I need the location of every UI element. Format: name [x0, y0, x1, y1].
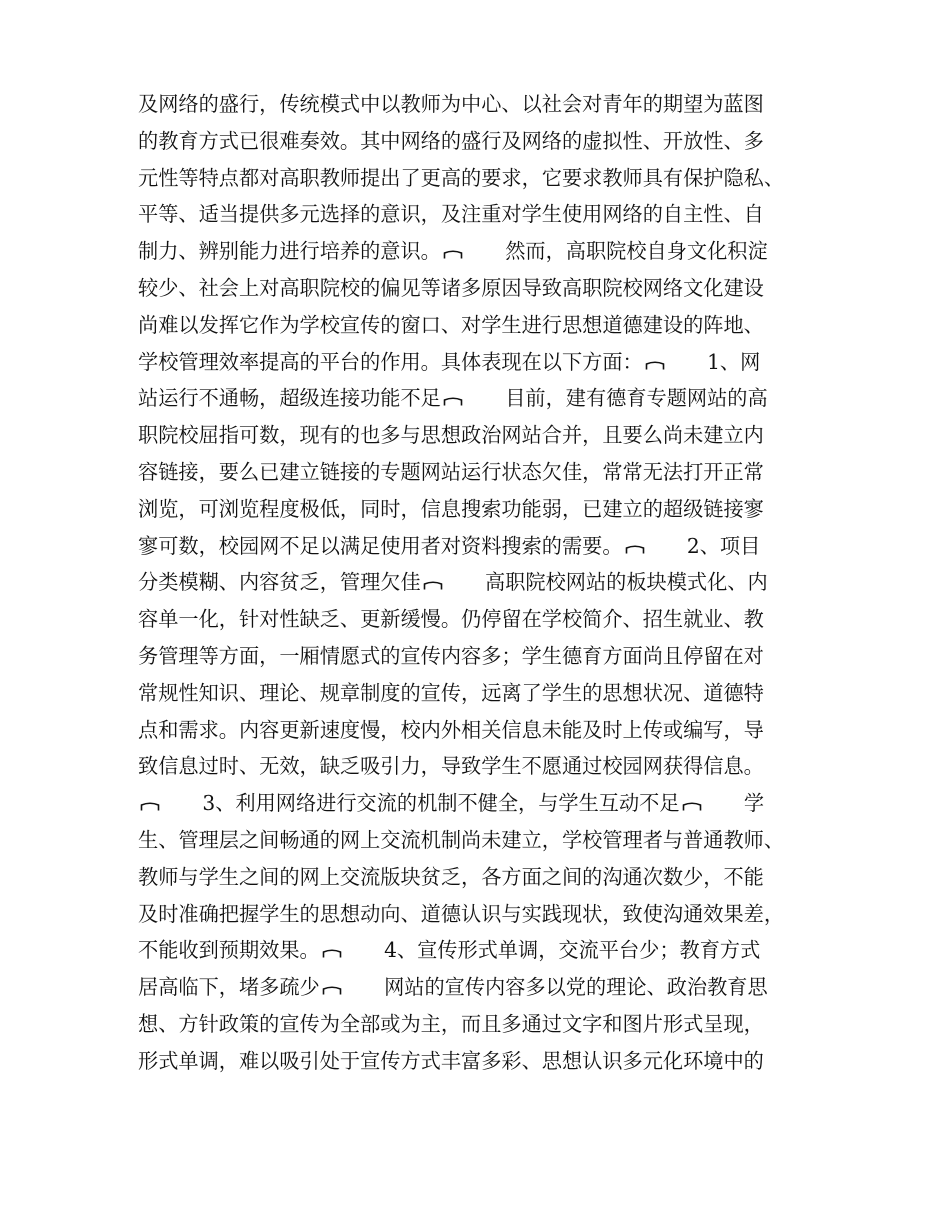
text-line — [138, 748, 838, 785]
text-line — [138, 969, 838, 1006]
text-segment: 教师与学生之间的网上交流版块贫乏，各方面之间的沟通次数少，不能 — [138, 864, 764, 889]
text-segment: 生、管理层之间畅通的网上交流机制尚未建立，学校管理者与普通教师、 — [138, 827, 785, 852]
text-segment: 点和需求。内容更新速度慢，校内外相关信息未能及时上传或编写，导 — [138, 717, 764, 742]
text-segment: 寥可数，校园网不足以满足使用者对资料搜索的需要。 — [138, 533, 623, 558]
text-line — [138, 307, 838, 344]
text-segment: 平等、适当提供多元选择的意识，及注重对学生使用网络的自主性、自 — [138, 202, 764, 227]
body-text — [138, 86, 838, 1080]
text-line — [138, 528, 838, 565]
text-segment: 较少、社会上对高职院校的偏见等诸多原因导致高职院校网络文化建设 — [138, 275, 764, 300]
text-segment: 致信息过时、无效，缺乏吸引力，导致学生不愿通过校园网获得信息。 — [138, 754, 764, 779]
text-line — [138, 859, 838, 896]
text-segment: 务管理等方面，一厢情愿式的宣传内容多；学生德育方面尚且停留在对 — [138, 643, 764, 668]
text-segment: 容链接，要么已建立链接的专题网站运行状态欠佳，常常无法打开正常 — [138, 459, 764, 484]
text-line — [138, 564, 838, 601]
text-segment: 形式单调，难以吸引处于宣传方式丰富多彩、思想认识多元化环境中的 — [138, 1048, 764, 1073]
text-segment: 然而，高职院校自身文化积淀 — [464, 239, 768, 264]
text-segment: 制力、辨别能力进行培养的意识。 — [138, 239, 441, 264]
text-segment: 1、网 — [666, 349, 761, 374]
text-line — [138, 601, 838, 638]
text-segment: 容单一化，针对性缺乏、更新缓慢。仍停留在学校简介、招生就业、教 — [138, 607, 764, 632]
text-line — [138, 270, 838, 307]
text-segment: 及时准确把握学生的思想动向、道德认识与实践现状，致使沟通效果差， — [138, 901, 785, 926]
text-segment: 尚难以发挥它作为学校宣传的窗口、对学生进行思想道德建设的阵地、 — [138, 312, 764, 337]
text-line — [138, 896, 838, 933]
text-line — [138, 233, 838, 270]
text-line — [138, 675, 838, 712]
text-segment: 分类模糊、内容贫乏，管理欠佳 — [138, 570, 421, 595]
text-segment: 站运行不通畅，超级连接功能不足 — [138, 386, 441, 411]
text-line — [138, 1043, 838, 1080]
paragraph-mark-icon — [625, 545, 645, 554]
text-line — [138, 160, 838, 197]
text-line — [138, 785, 838, 822]
text-line — [138, 86, 838, 123]
text-segment: 不能收到预期效果。 — [138, 938, 320, 963]
paragraph-mark-icon — [322, 949, 342, 958]
paragraph-mark-icon — [645, 361, 665, 370]
text-segment: 目前，建有德育专题网站的高 — [464, 386, 768, 411]
paragraph-mark-icon — [322, 986, 342, 995]
text-line — [138, 417, 838, 454]
paragraph-mark-icon — [682, 802, 702, 811]
text-segment: 高职院校网站的板块模式化、内 — [444, 570, 768, 595]
paragraph-mark-icon — [443, 250, 463, 259]
text-segment: 2、项目 — [646, 533, 761, 558]
paragraph-mark-icon — [140, 802, 160, 811]
text-segment: 居高临下，堵多疏少 — [138, 975, 320, 1000]
text-line — [138, 123, 838, 160]
text-segment: 想、方针政策的宣传为全部或为主，而且多通过文字和图片形式呈现， — [138, 1011, 764, 1036]
text-line — [138, 491, 838, 528]
text-line — [138, 1006, 838, 1043]
text-segment: 3、利用网络进行交流的机制不健全，与学生互动不足 — [162, 791, 680, 816]
text-segment: 网站的宣传内容多以党的理论、政治教育思 — [343, 975, 768, 1000]
text-line — [138, 380, 838, 417]
text-segment: 元性等特点都对高职教师提出了更高的要求，它要求教师具有保护隐私、 — [138, 165, 785, 190]
text-line — [138, 344, 838, 381]
text-segment: 学校管理效率提高的平台的作用。具体表现在以下方面： — [138, 349, 643, 374]
text-segment: 的教育方式已很难奏效。其中网络的盛行及网络的虚拟性、开放性、多 — [138, 128, 764, 153]
text-segment: 职院校屈指可数，现有的也多与思想政治网站合并，且要么尚未建立内 — [138, 423, 764, 448]
text-line — [138, 822, 838, 859]
text-line — [138, 454, 838, 491]
text-segment: 4、宣传形式单调，交流平台少；教育方式 — [343, 938, 761, 963]
text-segment: 常规性知识、理论、规章制度的宣传，远离了学生的思想状况、道德特 — [138, 680, 764, 705]
text-segment: 浏览，可浏览程度极低，同时，信息搜索功能弱，已建立的超级链接寥 — [138, 496, 764, 521]
paragraph-mark-icon — [423, 581, 443, 590]
text-line — [138, 712, 838, 749]
text-segment: 学 — [703, 791, 765, 816]
text-line — [138, 196, 838, 233]
text-segment: 及网络的盛行，传统模式中以教师为中心、以社会对青年的期望为蓝图 — [138, 92, 764, 116]
paragraph-mark-icon — [443, 397, 463, 406]
text-line — [138, 932, 838, 969]
text-line — [138, 638, 838, 675]
